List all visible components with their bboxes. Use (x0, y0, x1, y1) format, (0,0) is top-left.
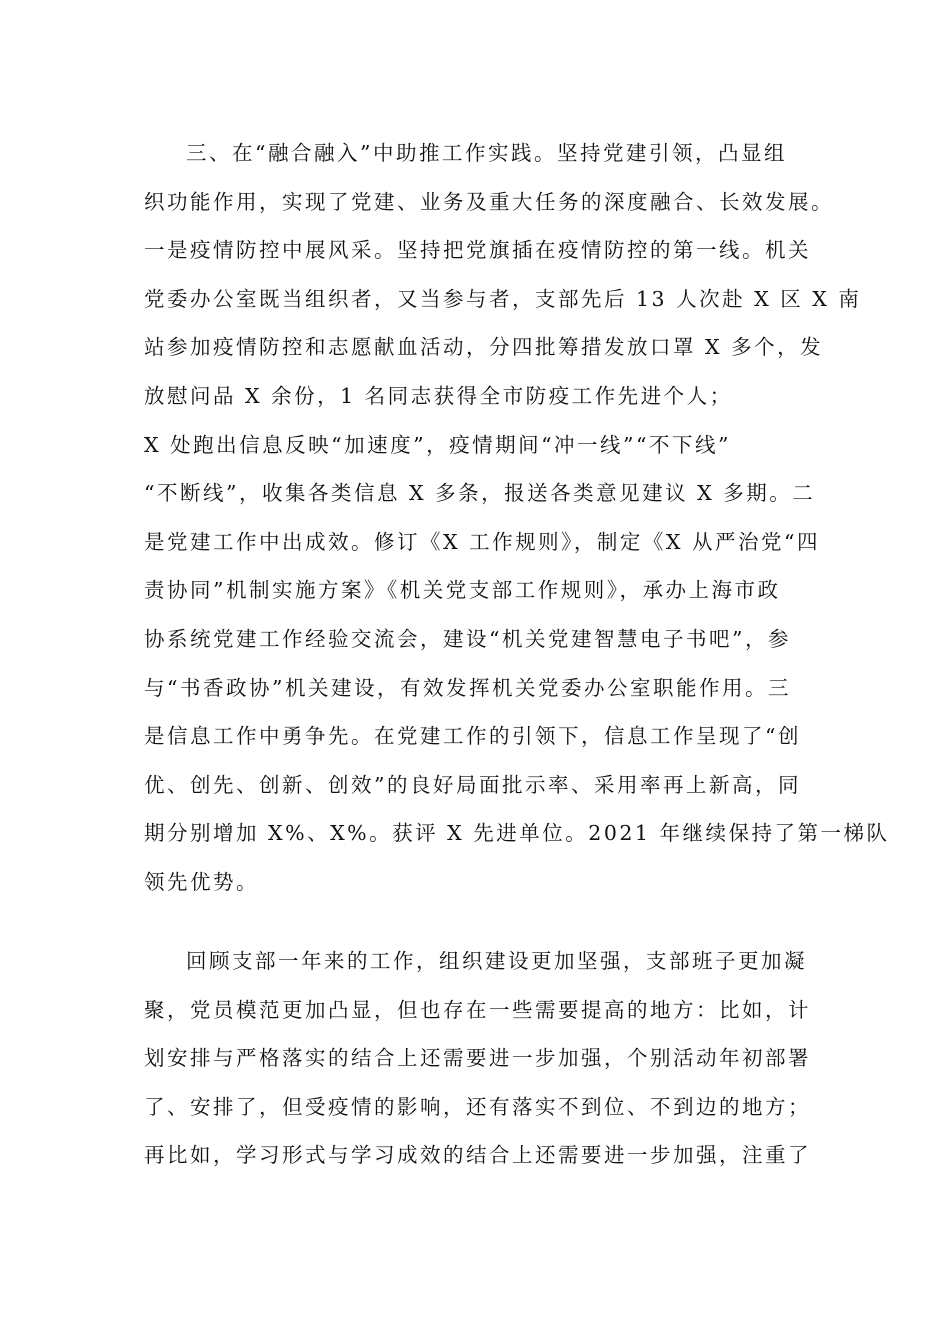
text-line: 责协同”机制实施方案》《机关党支部工作规则》，承办上海市政 (144, 578, 781, 603)
text-line: 领先优势。 (144, 869, 259, 894)
text-line: 期分别增加 X%、X%。获评 X 先进单位。2021 年继续保持了第一梯队 (144, 821, 890, 846)
paragraph-party-work-practice (144, 129, 890, 907)
text-line: 站参加疫情防控和志愿献血活动，分四批筹措发放口罩 X 多个，发 (144, 335, 824, 360)
text-line: 聚，党员模范更加凸显，但也存在一些需要提高的地方：比如，计 (144, 997, 811, 1022)
text-line: 协系统党建工作经验交流会，建设“机关党建智慧电子书吧”，参 (144, 626, 791, 651)
text-line: 党委办公室既当组织者，又当参与者，支部先后 13 人次赴 X 区 X 南 (144, 286, 862, 311)
text-line: 优、创先、创新、创效”的良好局面批示率、采用率再上新高，同 (144, 772, 801, 797)
text-line: 回顾支部一年来的工作，组织建设更加坚强，支部班子更加凝 (186, 949, 807, 973)
text-line: 三、在“融合融入”中助推工作实践。坚持党建引领，凸显组 (186, 141, 787, 165)
text-line: 放慰问品 X 余份，1 名同志获得全市防疫工作先进个人； (144, 383, 733, 408)
text-line: 一是疫情防控中展风采。坚持把党旗插在疫情防控的第一线。机关 (144, 238, 811, 263)
text-line: 织功能作用，实现了党建、业务及重大任务的深度融合、长效发展。 (144, 189, 834, 214)
text-line: 是党建工作中出成效。修订《X 工作规则》，制定《X 从严治党“四 (144, 529, 820, 554)
text-line: “不断线”，收集各类信息 X 多条，报送各类意见建议 X 多期。二 (144, 481, 816, 506)
text-line: 了、安排了，但受疫情的影响，还有落实不到位、不到边的地方； (144, 1094, 811, 1119)
text-line: 与“书香政协”机关建设，有效发挥机关党委办公室职能作用。三 (144, 675, 791, 700)
text-line: 再比如，学习形式与学习成效的结合上还需要进一步加强，注重了 (144, 1143, 811, 1168)
text-line: 划安排与严格落实的结合上还需要进一步加强，个别活动年初部署 (144, 1046, 811, 1071)
text-line: 是信息工作中勇争先。在党建工作的引领下，信息工作呈现了“创 (144, 724, 801, 749)
paragraph-year-review (144, 937, 814, 1180)
text-line: X 处跑出信息反映“加速度”，疫情期间“冲一线”“不下线” (144, 432, 731, 457)
